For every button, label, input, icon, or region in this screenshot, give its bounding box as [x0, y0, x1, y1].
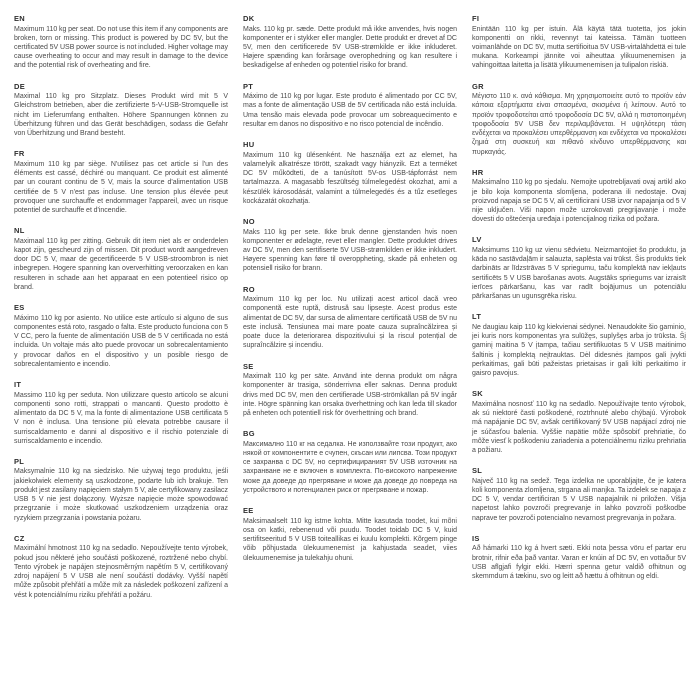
lang-section-hu — [243, 140, 457, 206]
lang-text-es: Máximo 110 kg por asiento. No utilice este artículo si alguno de sus componentes está roto, rasgado o falta. Este producto funciona con 5 V CC, pero la fuente de alimentación USB de 5 V certificada no está incluida. Un voltaje más alto puede provocar un sobrecalentamiento y provocar daños en el dispositivo y un posible riesgo de sobrecalentamiento e incendio. — [14, 314, 228, 368]
lang-code-sk: SK — [472, 389, 484, 399]
lang-section-gr — [472, 82, 686, 157]
lang-code-gr: GR — [472, 81, 484, 91]
lang-section-es — [14, 303, 228, 369]
lang-section-sl — [472, 466, 686, 523]
lang-code-ro: RO — [243, 284, 255, 294]
lang-section-ee — [243, 506, 457, 563]
lang-text-hu: Maximum 110 kg ülésenként. Ne használja ezt az elemet, ha valamelyik alkatrésze törött, szakadt vagy hiányzik. Ezt a terméket DC 5V működteti, de a tanúsított 5V-os USB-tápforrást nem tartalmazza. A magasabb feszültség túlmelegedést okozhat, ami a készülék károsodását, valamint a túlmelegedés és a tűz esetleges kockázatát okozhatja. — [243, 151, 457, 205]
lang-code-is: IS — [472, 533, 480, 543]
column-1 — [14, 14, 228, 690]
lang-section-lt — [472, 312, 686, 378]
column-2 — [243, 14, 457, 690]
lang-section-dk — [243, 14, 457, 71]
lang-section-fr — [14, 149, 228, 215]
lang-code-pt: PT — [243, 81, 254, 91]
lang-section-it — [14, 380, 228, 446]
lang-text-cz: Maximální hmotnost 110 kg na sedadlo. Nepoužívejte tento výrobek, pokud jsou některé jeho součásti poškozené, roztržené nebo chybí. Tento výrobek je napájen stejnosměrným napětím 5 V, certifikovaný zdroj napájení 5 V USB ale není součástí dodávky. Vyšší napětí může způsobit přehřátí a může mít za následek poškození zařízení a vést k potenciálnímu riziku přehřátí a požáru. — [14, 545, 228, 599]
lang-code-fi: FI — [472, 14, 480, 23]
lang-code-hr: HR — [472, 167, 484, 177]
lang-text-fr: Maximum 110 kg par siège. N'utilisez pas cet article si l'un des éléments est cassé, déchiré ou manquant. Ce produit est alimenté par un courant continu de 5 V, mais la source d'alimentation USB certifiée de 5 V n'est pas incluse. Une tension plus élevée peut provoquer une surchauffe et endommager l'appareil, avec un risque potentiel de surchauffe et d'incendie. — [14, 160, 228, 215]
lang-section-ro — [243, 285, 457, 351]
lang-section-pl — [14, 457, 228, 523]
lang-code-de: DE — [14, 81, 26, 91]
lang-text-pt: Máximo de 110 kg por lugar. Este produto é alimentado por CC 5V, mas a fonte de alimentação USB de 5V certificada não está incluída. Uma tensão mais elevada pode provocar um sobreaquecimento e resultar em danos no dispositivo e no risco potencial de incêndio. — [243, 93, 457, 128]
lang-code-sl: SL — [472, 466, 483, 476]
lang-text-fi: Enintään 110 kg per istuin. Älä käytä tätä tuotetta, jos jokin komponentti on rikki, revennyt tai kateissa. Tämän tuotteen voimanlähde on DC 5V, mutta sertifioitua 5V USB-virtalähdettä ei tule mukana. Korkeampi jännite voi aiheuttaa ylikuumenemisen ja vahingoittaa laitetta ja lisätä ylikuumenemisen ja tulipalon riskiä. — [472, 25, 686, 70]
lang-text-lv: Maksimums 110 kg uz vienu sēdvietu. Neizmantojiet šo produktu, ja kāda no sastāvdaļām ir salauzta, saplēsta vai trūkst. Šis produkts tiek darbināts ar līdzstrāvas 5 V spriegumu, taču komplektā nav iekļauts sertificēts 5 V USB barošanas avots. Augstāks spriegums var izraisīt ierīces pārkaršanu, kas var radīt bojājumus un potenciālu pārkaršanas un ugunsgrēka risku. — [472, 246, 686, 301]
lang-code-nl: NL — [14, 226, 25, 236]
lang-section-cz — [14, 534, 228, 600]
lang-text-pl: Maksymalnie 110 kg na siedzisko. Nie używaj tego produktu, jeśli jakiekolwiek elementy są uszkodzone, podarte lub ich brakuje. Ten produkt jest zasilany napięciem stałym 5 V, ale certyfikowany zasilacz USB 5 V nie jest dołączony. Wyższe napięcie może spowodować przegrzanie i może skutkować uszkodzeniem urządzenia oraz ryzykiem przegrzania i powstania pożaru. — [14, 468, 228, 522]
lang-section-is — [472, 534, 686, 581]
lang-section-lv — [472, 235, 686, 301]
lang-text-de: Maximal 110 kg pro Sitzplatz. Dieses Produkt wird mit 5 V Gleichstrom betrieben, aber die zertifizierte 5-V-USB-Stromquelle ist nicht im Lieferumfang enthalten. Höhere Spannungen können zu Überhitzung führen und das Gerät beschädigen, sodass die Gefahr von Überhitzung und Brand besteht. — [14, 93, 228, 138]
lang-section-sk — [472, 389, 686, 455]
lang-code-no: NO — [243, 217, 255, 227]
lang-code-it: IT — [14, 380, 22, 390]
lang-text-en: Maximum 110 kg per seat. Do not use this item if any components are broken, torn or missing. This product is powered by DC 5V, but the certificated 5V USB power source is not included. Higher voltage may cause overheating to occur and may result in damage to the device and the potential risk of overheating and fire. — [14, 25, 228, 70]
lang-section-en — [14, 14, 228, 71]
column-3 — [472, 14, 686, 690]
lang-text-sl: Največ 110 kg na sedež. Tega izdelka ne uporabljajte, če je katera koli komponenta zlomljena, strgana ali manjka. Ta izdelek se napaja z DC 5 V, vendar certificiran 5 V USB napajalnik ni priložen. Višja napetost lahko povzroči pregrevanje in lahko povzroči poškodbe naprave ter povzroči potencialno nevarnost pregrevanja in požara. — [472, 477, 686, 522]
lang-text-is: Að hámarki 110 kg á hvert sæti. Ekki nota þessa vöru ef partar eru brotnir, rifnir eða það vantar. Varan er knúin af DC 5V, en vottaður 5V USB aflgjafi fylgir ekki. Hærri spenna getur valdið ofhitnun og skemmdum á tækinu, svo og leitt að hættu á ofhitnun og eldi. — [472, 545, 686, 581]
lang-code-hu: HU — [243, 140, 255, 150]
lang-text-gr: Μέγιστο 110 κ. ανά κάθισμα. Μη χρησιμοποιείτε αυτό το προϊόν εάν κάποια εξαρτήματα είναι σπασμένα, σκισμένα ή λείπουν. Αυτό το προϊόν τροφοδοτείται από τροφοδοσία DC 5V, αλλά η πιστοποιημένη τροφοδοσία 5V USB δεν περιλαμβάνεται. Η υψηλότερη τάση ενδέχεται να προκαλέσει υπερθέρμανση και ενδέχεται να προκαλέσει ζημιά στη συσκευή και πιθανό κίνδυνο υπερθέρμανσης και πυρκαγιάς. — [472, 93, 686, 156]
lang-code-lt: LT — [472, 312, 482, 322]
lang-text-se: Maximalt 110 kg per säte. Använd inte denna produkt om några komponenter är trasiga, sönderrivna eller saknas. Denna produkt drivs med DC 5V, men den certifierade USB-strömkällan på 5V ingår inte. Högre spänning kan orsaka överhettning och kan leda till skador på enheten och potentiell risk för överhettning och brand. — [243, 373, 457, 418]
lang-section-fi — [472, 14, 686, 71]
lang-section-no — [243, 217, 457, 274]
lang-code-ee: EE — [243, 506, 254, 516]
lang-text-bg: Максимално 110 кг на седалка. Не използвайте този продукт, ако някой от компонентите е счупен, скъсан или липсва. Този продукт се захранва с DC 5V, но сертифицираният 5V USB източник на захранване не е включен в комплекта. По-високото напрежение може да доведе до прегряване и може да доведе до повреда на устройството и потенциален риск от прегряване и пожар. — [243, 440, 457, 494]
lang-text-ro: Maximum 110 kg per loc. Nu utilizați acest articol dacă vreo componentă este ruptă, distrusă sau lipsește. Acest produs este alimentat de DC 5V, dar sursa de alimentare certificată USB de 5V nu este inclusă. Tensiunea mai mare poate cauza supraîncălzirea și poate duce la deteriorarea dispozitivului și la riscul potențial de supraîncălzire și incendiu. — [243, 296, 457, 350]
lang-text-dk: Maks. 110 kg pr. sæde. Dette produkt må ikke anvendes, hvis nogen komponenter er i stykker eller mangler. Dette produkt er drevet af DC 5V, men den certificerede 5V USB-strømkilde er ikke inkluderet. Højere spænding kan forårsage overophedning og kan resultere i beskadigelse af enheden og potentiel risiko for brand. — [243, 25, 457, 70]
lang-section-bg — [243, 429, 457, 495]
lang-section-hr — [472, 168, 686, 225]
lang-text-sk: Maximálna nosnosť 110 kg na sedadlo. Nepoužívajte tento výrobok, ak sú niektoré časti poškodené, roztrhnuté alebo chýbajú. Výrobok má napájanie DC 5V, avšak certifikovaný 5V USB napájací zdroj nie je súčasťou balenia. Vyššie napätie môže spôsobiť prehriatie, čo môže viesť k poškodeniu zariadenia a potenciálnemu riziku prehriatia a požiaru. — [472, 400, 686, 454]
lang-text-lt: Ne daugiau kaip 110 kg kiekvienai sėdynei. Nenaudokite šio gaminio, jei kuris nors komponentas yra sulūžęs, suplyšęs arba jo trūksta. Šį gaminį maitina 5 V įtampa, tačiau sertifikuotas 5 V USB maitinimo šaltinis į komplektą neįtrauktas. Dėl didesnės įtampos gali įvykti perkaitimas, gali būti pažeistas prietaisas ir gali kilti perkaitimo ir gaisro pavojus. — [472, 323, 686, 378]
lang-code-dk: DK — [243, 14, 255, 23]
lang-text-hr: Maksimalno 110 kg po sjedalu. Nemojte upotrebljavati ovaj artikl ako je bilo koja komponenta slomljena, poderana ili nedostaje. Ovaj proizvod napaja se DC 5 V, ali certificirani USB izvor napajanja od 5 V nije uključen. Viši napon može uzrokovati pregrijavanje i može dovesti do oštećenja uređaja i potencijalnog rizika od požara. — [472, 179, 686, 224]
lang-code-es: ES — [14, 303, 25, 313]
lang-text-it: Massimo 110 kg per seduta. Non utilizzare questo articolo se alcuni componenti sono rotti, strappati o mancanti. Questo prodotto è alimentato da DC 5 V, ma la fonte di alimentazione USB certificata 5 V non è inclusa. Una tensione più elevata potrebbe causare il surriscaldamento e danni al dispositivo e il rischio potenziale di surriscaldamento e incendio. — [14, 391, 228, 445]
lang-section-de — [14, 82, 228, 139]
lang-text-nl: Maximaal 110 kg per zitting. Gebruik dit item niet als er onderdelen kapot zijn, gescheurd zijn of missen. Dit product wordt aangedreven door DC 5 V, maar de gecertificeerde 5 V USB-stroombron is niet inbegrepen. Hogere spanning kan oververhitting veroorzaken en kan resulteren in schade aan het apparaat en een potentieel risico op brand. — [14, 237, 228, 291]
lang-code-pl: PL — [14, 456, 25, 466]
lang-code-lv: LV — [472, 235, 482, 245]
lang-text-ee: Maksimaalselt 110 kg istme kohta. Mitte kasutada toodet, kui mõni osa on katki, rebenenud või puudu. Toodet toidab DC 5 V, kuid sertifitseeritud 5 V USB toiteallikas ei kuulu komplekti. Kõrgem pinge võib põhjustada ülekuumenemist ja kahjustada seadet, viies ülekuumenemise ja tulekahju ohuni. — [243, 517, 457, 562]
lang-section-nl — [14, 226, 228, 292]
lang-code-fr: FR — [14, 149, 25, 159]
lang-code-bg: BG — [243, 429, 255, 439]
lang-code-se: SE — [243, 361, 254, 371]
lang-section-pt — [243, 82, 457, 129]
lang-code-cz: CZ — [14, 533, 25, 543]
lang-code-en: EN — [14, 14, 26, 23]
lang-text-no: Maks 110 kg per sete. Ikke bruk denne gjenstanden hvis noen komponenter er ødelagte, revet eller mangler. Dette produktet drives av DC 5V, men den sertifiserte 5V USB-strømkilden er ikke inkludert. Høyere spenning kan føre til overoppheting, skade på enheten og potensiell risiko for brann. — [243, 228, 457, 273]
lang-section-se — [243, 362, 457, 419]
